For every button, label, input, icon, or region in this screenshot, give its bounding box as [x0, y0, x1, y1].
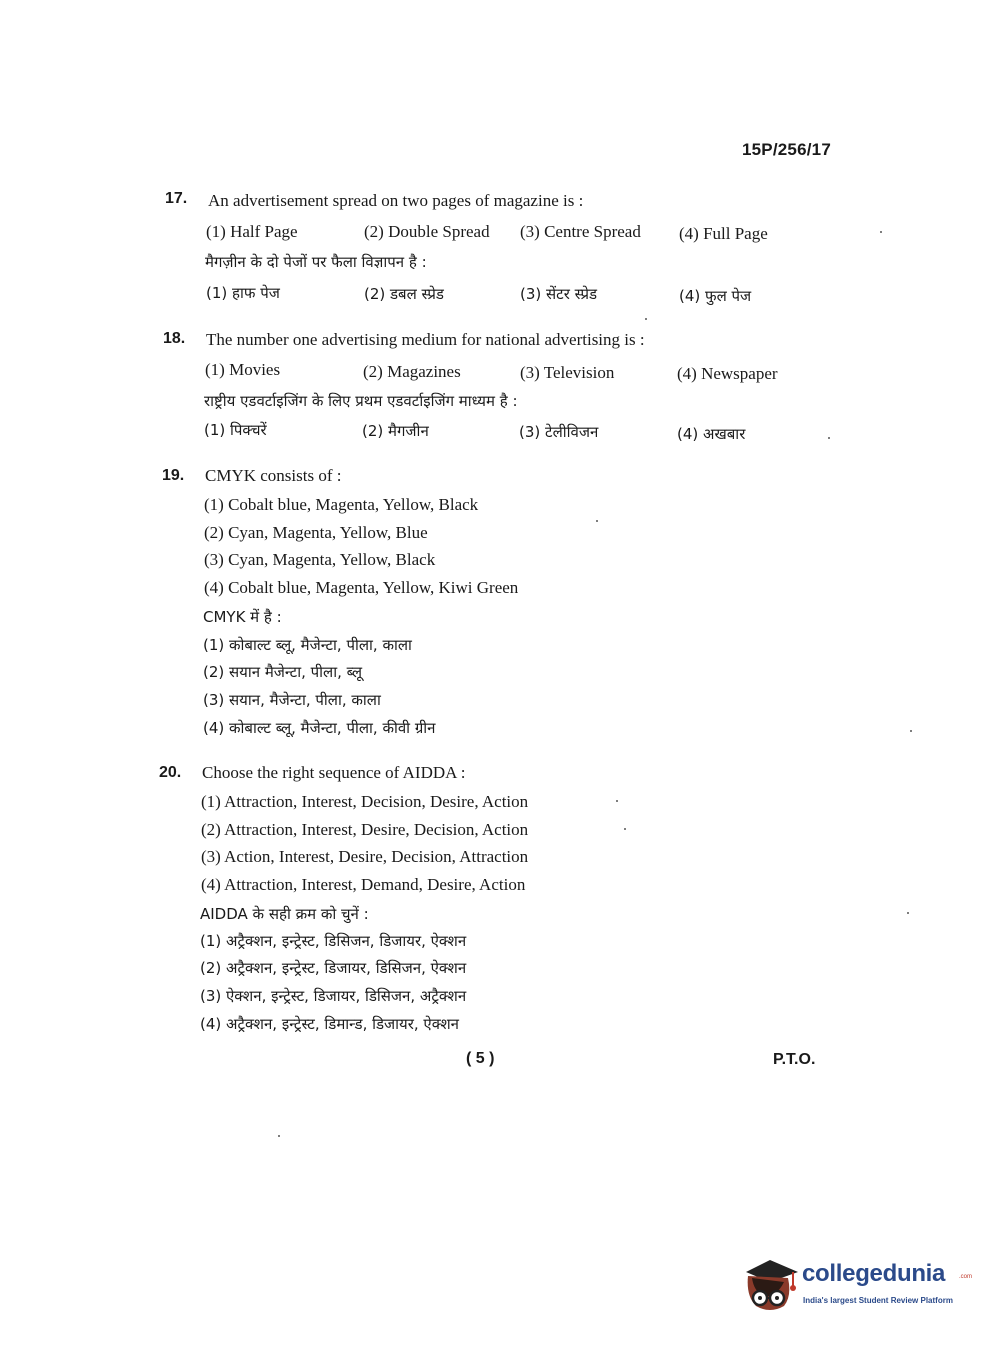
question-number: 19. [162, 467, 185, 484]
scan-speck [624, 828, 626, 830]
option: (2) Cyan, Magenta, Yellow, Blue [204, 523, 428, 542]
hindi-question-text: AIDDA के सही क्रम को चुनें : [200, 905, 369, 923]
logo-brand: collegedunia [802, 1260, 946, 1287]
option: (3) Cyan, Magenta, Yellow, Black [204, 550, 436, 569]
hindi-option: (1) हाफ पेज [206, 284, 280, 302]
hindi-option: (4) कोबाल्ट ब्लू, मैजेन्टा, पीला, कीवी ग्रीन [203, 719, 436, 737]
page-number: ( 5 ) [466, 1050, 495, 1067]
question-text: CMYK consists of : [205, 466, 342, 485]
option: (4) Full Page [679, 224, 768, 243]
question-number: 20. [159, 764, 182, 781]
hindi-option: (3) टेलीविजन [519, 423, 599, 441]
option: (4) Newspaper [677, 364, 778, 383]
hindi-question-text: मैगज़ीन के दो पेजों पर फैला विज्ञापन है : [205, 253, 427, 271]
hindi-option: (2) मैगजीन [362, 422, 429, 440]
hindi-option: (1) कोबाल्ट ब्लू, मैजेन्टा, पीला, काला [203, 636, 412, 654]
option: (2) Double Spread [364, 222, 490, 241]
hindi-option: (1) पिक्चरें [204, 421, 267, 439]
hindi-option: (3) सयान, मैजेन्टा, पीला, काला [203, 691, 381, 709]
question-text: An advertisement spread on two pages of magazine is : [208, 191, 584, 210]
option: (2) Attraction, Interest, Desire, Decision, Action [201, 820, 529, 839]
scan-speck [880, 231, 882, 233]
scan-speck [596, 520, 598, 522]
logo-suffix: .com [959, 1274, 973, 1280]
pto-label: P.T.O. [773, 1051, 816, 1068]
hindi-question-text: राष्ट्रीय एडवर्टाइजिंग के लिए प्रथम एडवर्टाइजिंग माध्यम है : [204, 392, 518, 410]
option: (3) Centre Spread [520, 222, 641, 241]
collegedunia-logo [740, 1250, 973, 1320]
hindi-option: (2) डबल स्प्रेड [364, 285, 444, 303]
question-number: 17. [165, 190, 188, 207]
question-text: The number one advertising medium for national advertising is : [206, 330, 645, 349]
hindi-option: (2) सयान मैजेन्टा, पीला, ब्लू [203, 663, 362, 681]
hindi-option: (1) अट्रैक्शन, इन्ट्रेस्ट, डिसिजन, डिजायर, ऐक्शन [200, 932, 467, 950]
option: (1) Attraction, Interest, Decision, Desire, Action [201, 792, 529, 811]
scan-speck [828, 437, 830, 439]
scan-speck [616, 800, 618, 802]
scan-speck [907, 912, 909, 914]
question-text: Choose the right sequence of AIDDA : [202, 763, 466, 782]
hindi-option: (3) ऐक्शन, इन्ट्रेस्ट, डिजायर, डिसिजन, अट्रैक्शन [200, 987, 467, 1005]
hindi-option: (4) अखबार [677, 425, 746, 443]
paper-code: 15P/256/17 [742, 140, 831, 159]
hindi-question-text: CMYK में है : [203, 608, 282, 626]
scan-speck [645, 318, 647, 320]
scan-speck [910, 730, 912, 732]
hindi-option: (4) फुल पेज [679, 287, 752, 305]
option: (1) Half Page [206, 222, 298, 241]
option: (3) Action, Interest, Desire, Decision, Attraction [201, 847, 529, 866]
option: (3) Television [520, 363, 615, 382]
logo-tagline: India's largest Student Review Platform [803, 1296, 953, 1305]
hindi-option: (4) अट्रैक्शन, इन्ट्रेस्ट, डिमान्ड, डिजायर, ऐक्शन [200, 1015, 459, 1033]
mascot-icon [740, 1252, 800, 1314]
option: (4) Cobalt blue, Magenta, Yellow, Kiwi Green [204, 578, 519, 597]
hindi-option: (3) सेंटर स्प्रेड [520, 285, 598, 303]
option: (1) Movies [205, 360, 281, 379]
option: (1) Cobalt blue, Magenta, Yellow, Black [204, 495, 479, 514]
option: (2) Magazines [363, 362, 461, 381]
question-number: 18. [163, 330, 186, 347]
scan-speck [278, 1135, 280, 1137]
hindi-option: (2) अट्रैक्शन, इन्ट्रेस्ट, डिजायर, डिसिजन, ऐक्शन [200, 959, 467, 977]
option: (4) Attraction, Interest, Demand, Desire, Action [201, 875, 526, 894]
